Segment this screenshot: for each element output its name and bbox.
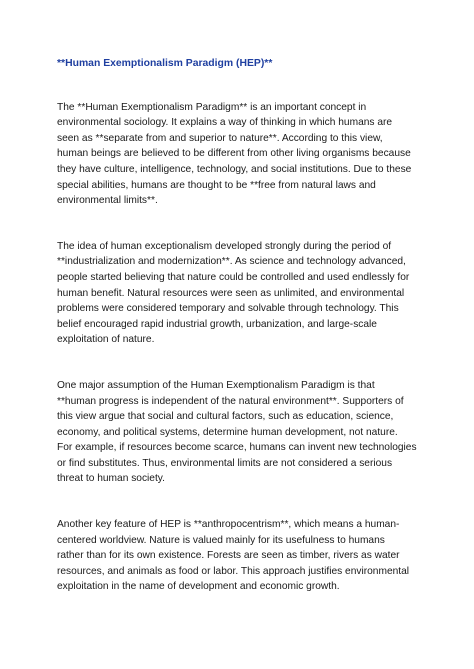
paragraph-line: human beings are believed to be different from other living organisms because bbox=[57, 148, 411, 160]
document-title: **Human Exemptionalism Paradigm (HEP)** bbox=[57, 58, 273, 69]
document-body bbox=[57, 56, 421, 595]
paragraph-line: exploitation in the name of development and economic growth. bbox=[57, 581, 340, 593]
paragraph-line: environmental limits**. bbox=[57, 195, 158, 207]
paragraph-line: environmental sociology. It explains a way of thinking in which humans are bbox=[57, 117, 393, 129]
paragraph-line: One major assumption of the Human Exemptionalism Paradigm is that bbox=[57, 379, 375, 391]
paragraph-line: belief encouraged rapid industrial growth, urbanization, and large-scale bbox=[57, 318, 377, 330]
paragraph-line: centered worldview. Nature is valued mainly for its usefulness to humans bbox=[57, 534, 385, 546]
paragraph-line: exploitation of nature. bbox=[57, 334, 155, 346]
paragraph-3 bbox=[57, 378, 421, 487]
paragraph-line: The **Human Exemptionalism Paradigm** is an important concept in bbox=[57, 101, 367, 113]
paragraph-4 bbox=[57, 517, 421, 595]
paragraph-line: this view argue that social and cultural factors, such as education, science, bbox=[57, 411, 394, 423]
paragraph-line: threat to human society. bbox=[57, 473, 165, 485]
paragraph-line: The idea of human exceptionalism developed strongly during the period of bbox=[57, 240, 392, 252]
paragraph-line: problems were considered temporary and solvable through technology. This bbox=[57, 303, 399, 315]
paragraph-line: special abilities, humans are thought to be **free from natural laws and bbox=[57, 179, 376, 191]
paragraph-line: **industrialization and modernization**. As science and technology advanced, bbox=[57, 256, 406, 268]
paragraph-1 bbox=[57, 100, 421, 209]
paragraph-line: or find substitutes. Thus, environmental limits are not considered a serious bbox=[57, 457, 393, 469]
paragraph-line: seen as **separate from and superior to nature**. According to this view, bbox=[57, 132, 383, 144]
paragraph-2 bbox=[57, 239, 421, 348]
paragraph-line: people started believing that nature could be controlled and used endlessly for bbox=[57, 271, 410, 283]
paragraph-line: Another key feature of HEP is **anthropocentrism**, which means a human- bbox=[57, 519, 400, 531]
title-block bbox=[57, 56, 421, 72]
paragraph-line: human benefit. Natural resources were seen as unlimited, and environmental bbox=[57, 287, 405, 299]
paragraph-line: For example, if resources become scarce, humans can invent new technologies bbox=[57, 442, 417, 454]
paragraph-line: they have culture, intelligence, technology, and social institutions. Due to these bbox=[57, 163, 412, 175]
paragraph-line: resources, and animals as food or labor. This approach justifies environmental bbox=[57, 565, 410, 577]
paragraph-line: rather than for its own existence. Forests are seen as timber, rivers as water bbox=[57, 550, 400, 562]
paragraph-line: **human progress is independent of the natural environment**. Supporters of bbox=[57, 395, 404, 407]
paragraph-line: economy, and political systems, determine human development, not nature. bbox=[57, 426, 398, 438]
